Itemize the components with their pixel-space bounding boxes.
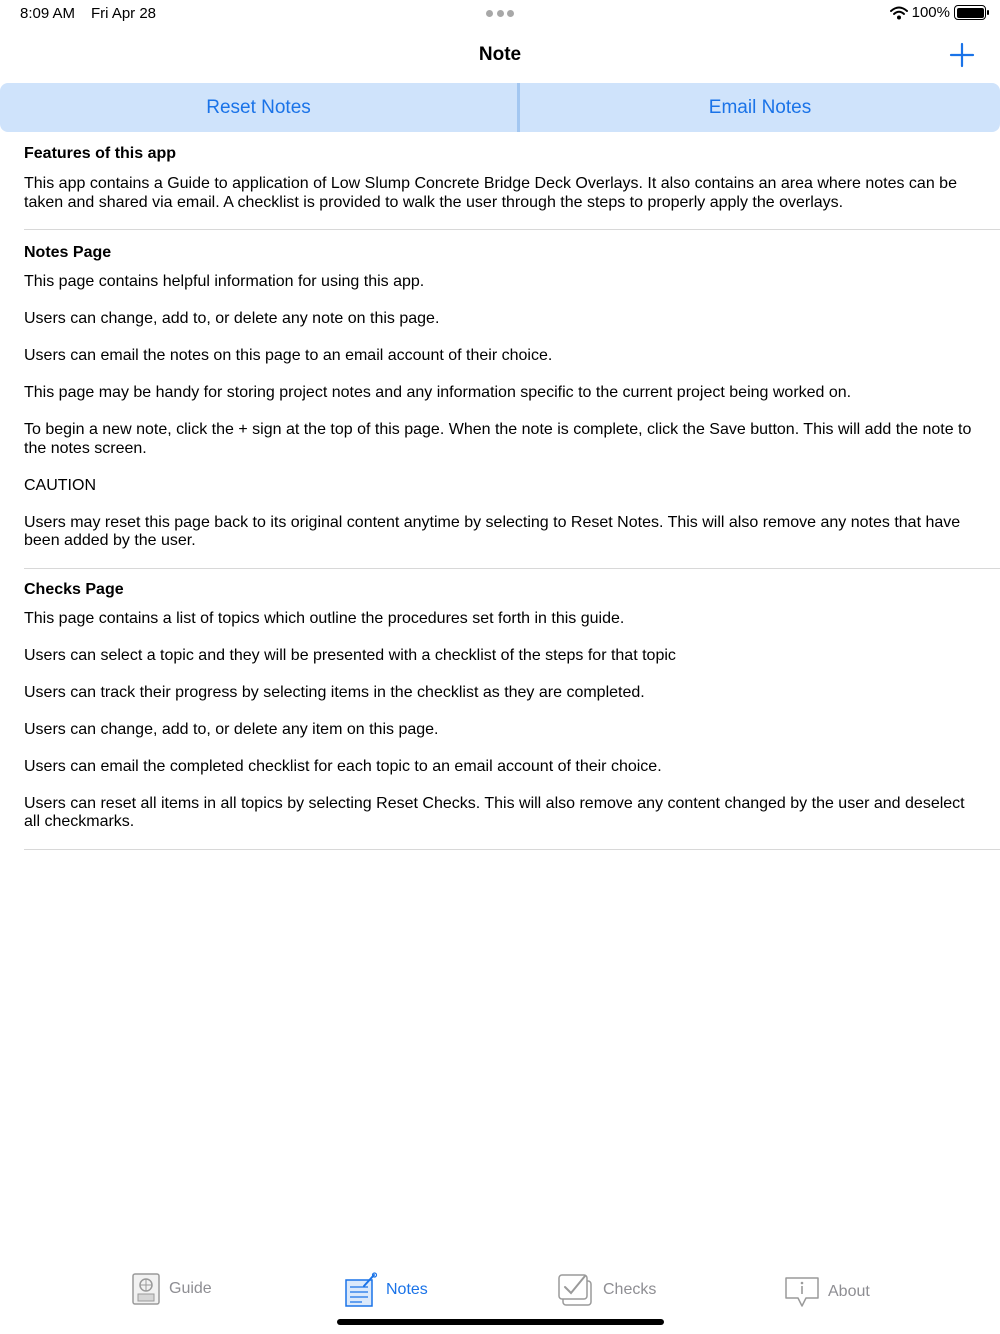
home-indicator[interactable]	[337, 1319, 664, 1325]
tab-label: Notes	[386, 1281, 428, 1298]
tab-label: Checks	[603, 1281, 657, 1298]
plus-icon[interactable]	[949, 42, 975, 68]
note-features[interactable]	[0, 132, 1000, 212]
checkbox-icon	[557, 1272, 595, 1308]
note-paragraph: Users can email the completed checklist for each topic to an email account of their choice.	[24, 757, 662, 775]
note-paragraph: Users can change, add to, or delete any item on this page.	[24, 720, 439, 738]
status-date: Fri Apr 28	[91, 5, 157, 22]
status-time: 8:09 AM	[20, 5, 76, 22]
tab-label: Guide	[169, 1280, 212, 1297]
note-paragraph: Users can change, add to, or delete any note on this page.	[24, 310, 440, 327]
note-paragraph: This page contains a list of topics which outline the procedures set forth in this guide.	[24, 609, 625, 627]
multitasking-dots-icon[interactable]	[486, 10, 514, 18]
tab-bar	[0, 1262, 1000, 1318]
note-paragraph: This page may be handy for storing project notes and any information specific to the current project being worked on.	[24, 384, 852, 401]
tab-checks[interactable]	[557, 1272, 656, 1308]
note-paragraph: Users can email the notes on this page to an email account of their choice.	[24, 347, 553, 364]
note-checks-page[interactable]	[0, 569, 1000, 832]
tab-about[interactable]	[784, 1276, 870, 1308]
note-paragraph: Users can track their progress by selecting items in the checklist as they are completed.	[24, 683, 645, 701]
notepad-icon	[344, 1272, 378, 1308]
note-paragraph: This app contains a Guide to application of Low Slump Concrete Bridge Deck Overlays. It also contains an area where notes can be taken and shared via email. A checklist is provided to walk the user through the steps to properly apply the overlays.	[24, 175, 957, 211]
tab-guide[interactable]	[131, 1272, 212, 1306]
tab-notes[interactable]	[344, 1272, 428, 1308]
notes-actions-bar	[0, 83, 1000, 132]
notes-list	[0, 132, 1000, 850]
note-title: Features of this app	[24, 145, 177, 162]
note-paragraph: To begin a new note, click the + sign at the top of this page. When the note is complete, click the Save button. This will add the note to the notes screen.	[24, 421, 972, 457]
battery-percent: 100%	[911, 4, 950, 21]
reset-notes-button[interactable]: Reset Notes	[0, 83, 517, 132]
note-paragraph: CAUTION	[24, 476, 96, 494]
note-separator	[24, 849, 1000, 850]
note-paragraph: This page contains helpful information for using this app.	[24, 273, 425, 290]
page-title: Note	[478, 44, 522, 65]
note-paragraph: Users may reset this page back to its original content anytime by selecting to Reset Notes. This will also remove any notes that have been added by the user.	[24, 513, 961, 549]
wifi-icon	[890, 6, 908, 20]
info-bubble-icon	[784, 1276, 820, 1308]
note-paragraph: Users can reset all items in all topics by selecting Reset Checks. This will also remove any content changed by the user and deselect all checkmarks.	[24, 794, 965, 830]
guide-book-icon	[131, 1272, 161, 1306]
note-title: Checks Page	[24, 580, 124, 598]
tab-label: About	[828, 1283, 870, 1300]
status-right	[890, 4, 986, 21]
note-title: Notes Page	[24, 244, 112, 261]
note-notes-page[interactable]	[0, 230, 1000, 551]
battery-full-icon	[954, 5, 986, 20]
note-paragraph: Users can select a topic and they will be presented with a checklist of the steps for that topic	[24, 646, 676, 664]
email-notes-button[interactable]: Email Notes	[520, 83, 1000, 132]
status-bar	[0, 0, 1000, 28]
